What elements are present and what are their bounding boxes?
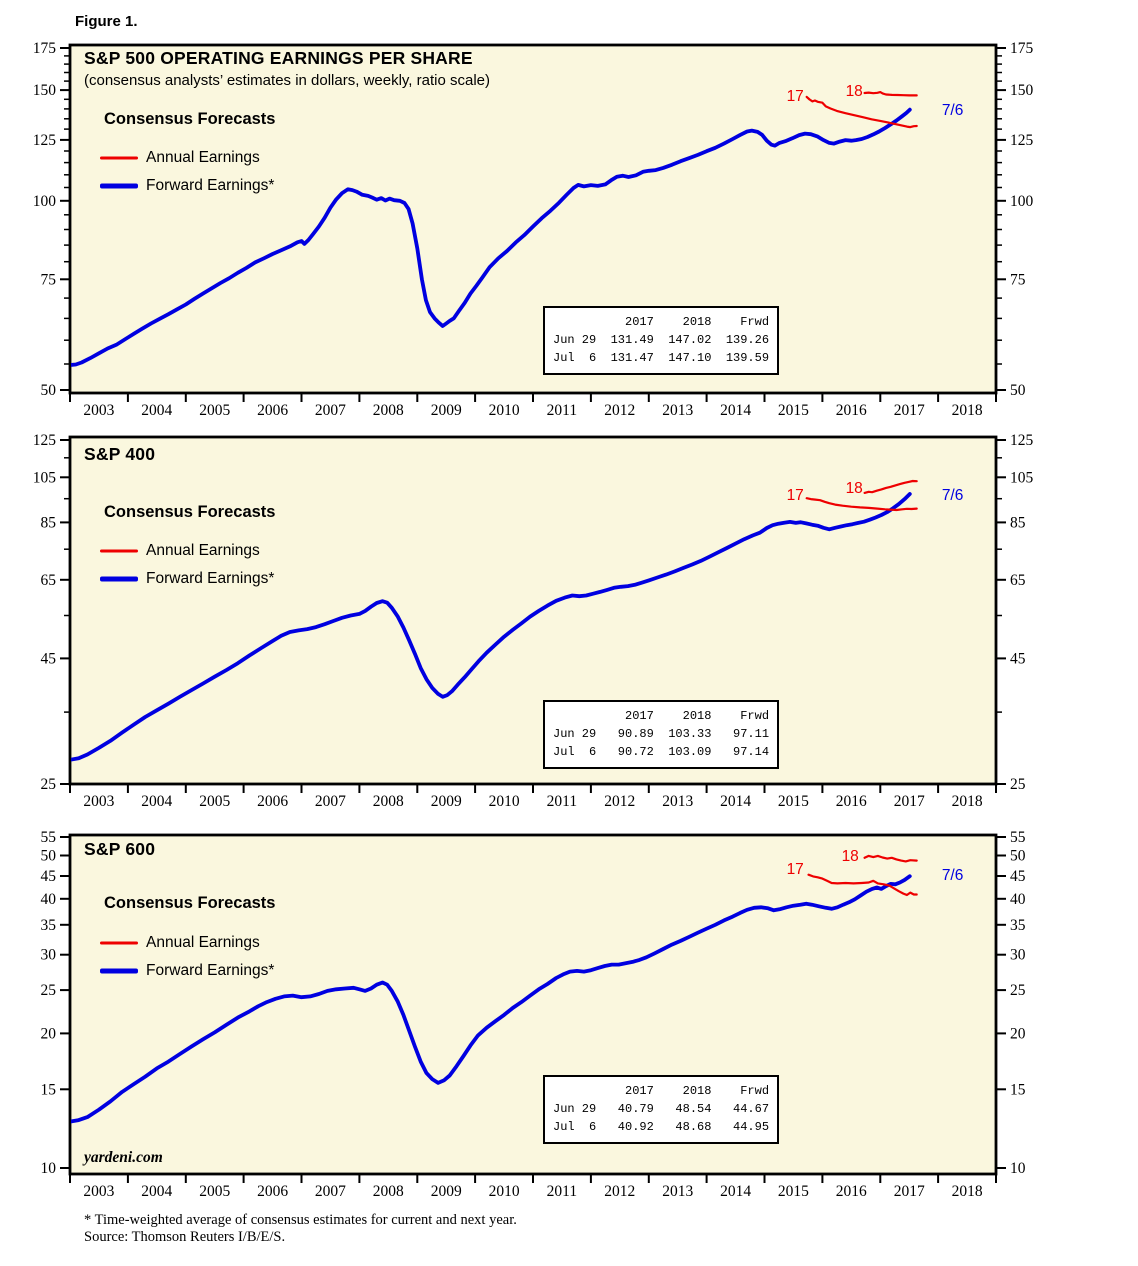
annotation-17: 17: [786, 87, 804, 105]
x-tick-label: 2010: [488, 793, 520, 810]
y-tick-label: 105: [32, 469, 56, 487]
x-tick-label: 2014: [720, 1183, 752, 1200]
footnote-source: Source: Thomson Reuters I/B/E/S.: [84, 1229, 286, 1245]
y-tick-label: 45: [1010, 650, 1026, 668]
x-tick-label: 2009: [430, 402, 462, 419]
table-row: Jun 29 90.89 103.33 97.11: [553, 727, 770, 741]
y-tick-label: 55: [40, 829, 56, 846]
table-row: 2017 2018 Frwd: [553, 315, 770, 329]
x-tick-label: 2005: [199, 402, 231, 419]
y-tick-label: 55: [1010, 829, 1026, 846]
y-tick-label: 25: [1010, 776, 1026, 793]
annotation-18: 18: [841, 848, 859, 866]
watermark: yardeni.com: [84, 1149, 163, 1166]
x-tick-label: 2018: [951, 1183, 983, 1200]
y-tick-label: 25: [1010, 982, 1026, 1000]
plot-area: [70, 835, 996, 1174]
x-tick-label: 2012: [604, 1183, 636, 1200]
y-tick-label: 125: [32, 432, 56, 449]
chart-s-p-400: [33, 432, 1034, 810]
annual-earnings-swatch: [100, 157, 138, 160]
chart-title: S&P 600: [84, 839, 156, 859]
x-tick-label: 2003: [83, 793, 115, 810]
x-tick-label: 2010: [488, 1183, 520, 1200]
y-tick-label: 50: [40, 382, 56, 399]
y-tick-label: 50: [40, 847, 56, 865]
annotation-7-6: 7/6: [941, 101, 964, 119]
x-tick-label: 2005: [199, 793, 231, 810]
y-tick-label: 30: [1010, 946, 1026, 964]
x-tick-label: 2007: [314, 793, 346, 810]
table-row: Jul 6 90.72 103.09 97.14: [553, 745, 770, 759]
y-tick-label: 20: [40, 1025, 56, 1043]
x-tick-label: 2011: [546, 1183, 578, 1200]
annotation-18: 18: [845, 480, 863, 498]
x-tick-label: 2014: [720, 793, 752, 810]
y-tick-label: 50: [1010, 382, 1026, 399]
y-tick-label: 125: [1010, 131, 1034, 149]
x-tick-label: 2004: [141, 1183, 173, 1200]
x-tick-label: 2005: [199, 1183, 231, 1200]
x-tick-label: 2011: [546, 793, 578, 810]
annotation-7-6: 7/6: [941, 867, 964, 884]
x-tick-label: 2003: [83, 1183, 115, 1200]
y-tick-label: 175: [1010, 40, 1034, 57]
annotation-7-6: 7/6: [941, 487, 964, 505]
legend-label: Forward Earnings*: [146, 570, 275, 587]
x-tick-label: 2014: [720, 402, 752, 419]
x-tick-label: 2017: [893, 402, 925, 419]
y-tick-label: 35: [1010, 916, 1026, 934]
footnote-asterisk: * Time-weighted average of consensus estimates for current and next year.: [84, 1212, 517, 1228]
y-tick-label: 20: [1010, 1025, 1026, 1043]
x-tick-label: 2016: [835, 1183, 867, 1200]
annotation-18: 18: [845, 83, 863, 101]
table-row: Jun 29 40.79 48.54 44.67: [553, 1102, 770, 1116]
x-tick-label: 2006: [257, 793, 289, 810]
forward-earnings-swatch: [100, 577, 138, 582]
forward-earnings-swatch: [100, 184, 138, 189]
annotation-17: 17: [786, 860, 804, 878]
y-tick-label: 15: [40, 1081, 56, 1099]
table-row: 2017 2018 Frwd: [553, 709, 770, 723]
data-table: [543, 700, 779, 769]
y-tick-label: 45: [40, 650, 56, 668]
figure-label: Figure 1.: [75, 13, 138, 30]
y-tick-label: 75: [40, 271, 56, 289]
y-tick-label: 125: [32, 131, 56, 149]
x-tick-label: 2017: [893, 1183, 925, 1200]
x-tick-label: 2015: [777, 1183, 809, 1200]
y-tick-label: 10: [1010, 1160, 1026, 1177]
x-tick-label: 2015: [777, 793, 809, 810]
annual-earnings-swatch: [100, 550, 138, 553]
y-tick-label: 65: [40, 571, 56, 589]
x-tick-label: 2006: [257, 402, 289, 419]
legend-label: Annual Earnings: [146, 934, 260, 951]
y-tick-label: 150: [1010, 82, 1034, 100]
x-tick-label: 2012: [604, 793, 636, 810]
annual-earnings-swatch: [100, 942, 138, 945]
legend-label: Annual Earnings: [146, 149, 260, 166]
chart-subtitle: (consensus analysts’ estimates in dollars, weekly, ratio scale): [84, 72, 490, 89]
x-tick-label: 2018: [951, 402, 983, 419]
x-tick-label: 2017: [893, 793, 925, 810]
x-tick-label: 2004: [141, 793, 173, 810]
legend-label: Annual Earnings: [146, 542, 260, 559]
y-tick-label: 45: [40, 868, 56, 885]
chart-title: S&P 400: [84, 444, 156, 464]
x-tick-label: 2004: [141, 402, 173, 419]
x-tick-label: 2008: [372, 793, 404, 810]
table-row: 2017 2018 Frwd: [553, 1084, 770, 1098]
y-tick-label: 85: [40, 514, 56, 532]
chart-title: S&P 500 OPERATING EARNINGS PER SHARE: [84, 48, 473, 68]
data-table: [543, 1075, 779, 1144]
x-tick-label: 2013: [662, 1183, 694, 1200]
y-tick-label: 15: [1010, 1081, 1026, 1099]
x-tick-label: 2016: [835, 793, 867, 810]
y-tick-label: 40: [1010, 890, 1026, 908]
y-tick-label: 150: [32, 82, 56, 100]
table-row: Jul 6 131.47 147.10 139.59: [553, 351, 770, 365]
x-tick-label: 2007: [314, 402, 346, 419]
data-table: [543, 306, 779, 375]
legend-title: Consensus Forecasts: [104, 110, 276, 128]
forward-earnings-swatch: [100, 969, 138, 974]
x-tick-label: 2008: [372, 402, 404, 419]
y-tick-label: 125: [1010, 432, 1034, 449]
table-row: Jul 6 40.92 48.68 44.95: [553, 1120, 770, 1134]
y-tick-label: 50: [1010, 847, 1026, 865]
y-tick-label: 100: [32, 192, 56, 210]
annotation-17: 17: [786, 487, 804, 504]
x-tick-label: 2007: [314, 1183, 346, 1200]
x-tick-label: 2015: [777, 402, 809, 419]
y-tick-label: 45: [1010, 868, 1026, 885]
y-tick-label: 25: [40, 776, 56, 793]
y-tick-label: 40: [40, 890, 56, 908]
x-tick-label: 2011: [546, 402, 578, 419]
x-tick-label: 2009: [430, 1183, 462, 1200]
y-tick-label: 35: [40, 916, 56, 934]
x-tick-label: 2010: [488, 402, 520, 419]
y-tick-label: 75: [1010, 271, 1026, 289]
x-tick-label: 2018: [951, 793, 983, 810]
y-tick-label: 85: [1010, 514, 1026, 532]
y-tick-label: 30: [40, 946, 56, 964]
legend-title: Consensus Forecasts: [104, 503, 276, 521]
legend-title: Consensus Forecasts: [104, 894, 276, 912]
y-tick-label: 10: [40, 1160, 56, 1177]
chart-s-p-500-operating-earnings-per-share: [33, 40, 1034, 419]
y-tick-label: 100: [1010, 192, 1034, 210]
legend-label: Forward Earnings*: [146, 177, 275, 194]
x-tick-label: 2003: [83, 402, 115, 419]
legend-label: Forward Earnings*: [146, 962, 275, 979]
x-tick-label: 2009: [430, 793, 462, 810]
x-tick-label: 2012: [604, 402, 636, 419]
table-row: Jun 29 131.49 147.02 139.26: [553, 333, 770, 347]
x-tick-label: 2013: [662, 793, 694, 810]
chart-s-p-600: [41, 829, 1026, 1200]
x-tick-label: 2006: [257, 1183, 289, 1200]
y-tick-label: 65: [1010, 571, 1026, 589]
x-tick-label: 2016: [835, 402, 867, 419]
x-tick-label: 2013: [662, 402, 694, 419]
y-tick-label: 105: [1010, 469, 1034, 487]
y-tick-label: 25: [40, 982, 56, 1000]
y-tick-label: 175: [32, 40, 56, 57]
x-tick-label: 2008: [372, 1183, 404, 1200]
